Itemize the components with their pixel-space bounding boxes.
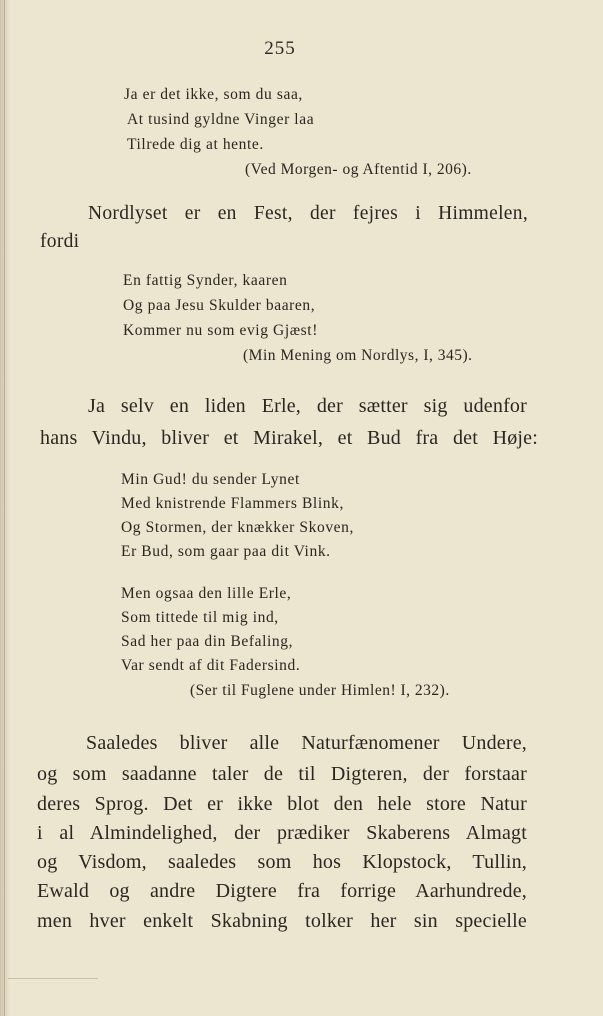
page-edge — [4, 0, 5, 1016]
verse-line: Sad her paa din Befaling, — [121, 633, 294, 650]
page-number: 255 — [264, 38, 296, 59]
paragraph-line: Saaledes bliver alle Naturfænomener Undere, — [86, 732, 527, 754]
paragraph-line: hans Vindu, bliver et Mirakel, et Bud fra det Høje: — [40, 427, 538, 449]
citation: (Ser til Fuglene under Himlen! I, 232). — [190, 682, 450, 699]
paragraph-line: i al Almindelighed, der prædiker Skaberens Almagt — [37, 822, 527, 844]
paragraph-line: men hver enkelt Skabning tolker her sin specielle — [37, 910, 527, 932]
paragraph-line: og Visdom, saaledes som hos Klopstock, Tullin, — [37, 851, 527, 873]
citation: (Min Mening om Nordlys, I, 345). — [243, 347, 473, 364]
paragraph-line: Ewald og andre Digtere fra forrige Aarhundrede, — [37, 880, 527, 902]
paragraph-line: Nordlyset er en Fest, der fejres i Himmelen, — [88, 203, 528, 224]
verse-line: En fattig Synder, kaaren — [123, 272, 288, 289]
verse-line: Ja er det ikke, som du saa, — [124, 86, 303, 103]
verse-line: Min Gud! du sender Lynet — [121, 471, 300, 488]
page-smudge — [8, 978, 98, 979]
paragraph-line: fordi — [40, 231, 80, 252]
citation: (Ved Morgen- og Aftentid I, 206). — [245, 161, 472, 178]
verse-line: Og Stormen, der knækker Skoven, — [121, 519, 354, 536]
paragraph-line: og som saadanne taler de til Digteren, der forstaar — [37, 763, 527, 785]
verse-line: Tilrede dig at hente. — [127, 136, 264, 153]
verse-line: Med knistrende Flammers Blink, — [121, 495, 344, 512]
verse-line: Men ogsaa den lille Erle, — [121, 585, 292, 602]
verse-line: Er Bud, som gaar paa dit Vink. — [121, 543, 331, 560]
verse-line: Og paa Jesu Skulder baaren, — [123, 297, 316, 314]
verse-line: Kommer nu som evig Gjæst! — [123, 322, 318, 339]
verse-line: Var sendt af dit Fadersind. — [121, 657, 301, 674]
verse-line: At tusind gyldne Vinger laa — [127, 111, 315, 128]
paragraph-line: deres Sprog. Det er ikke blot den hele store Natur — [37, 793, 527, 815]
paragraph-line: Ja selv en liden Erle, der sætter sig udenfor — [88, 395, 527, 417]
verse-line: Som tittede til mig ind, — [121, 609, 279, 626]
